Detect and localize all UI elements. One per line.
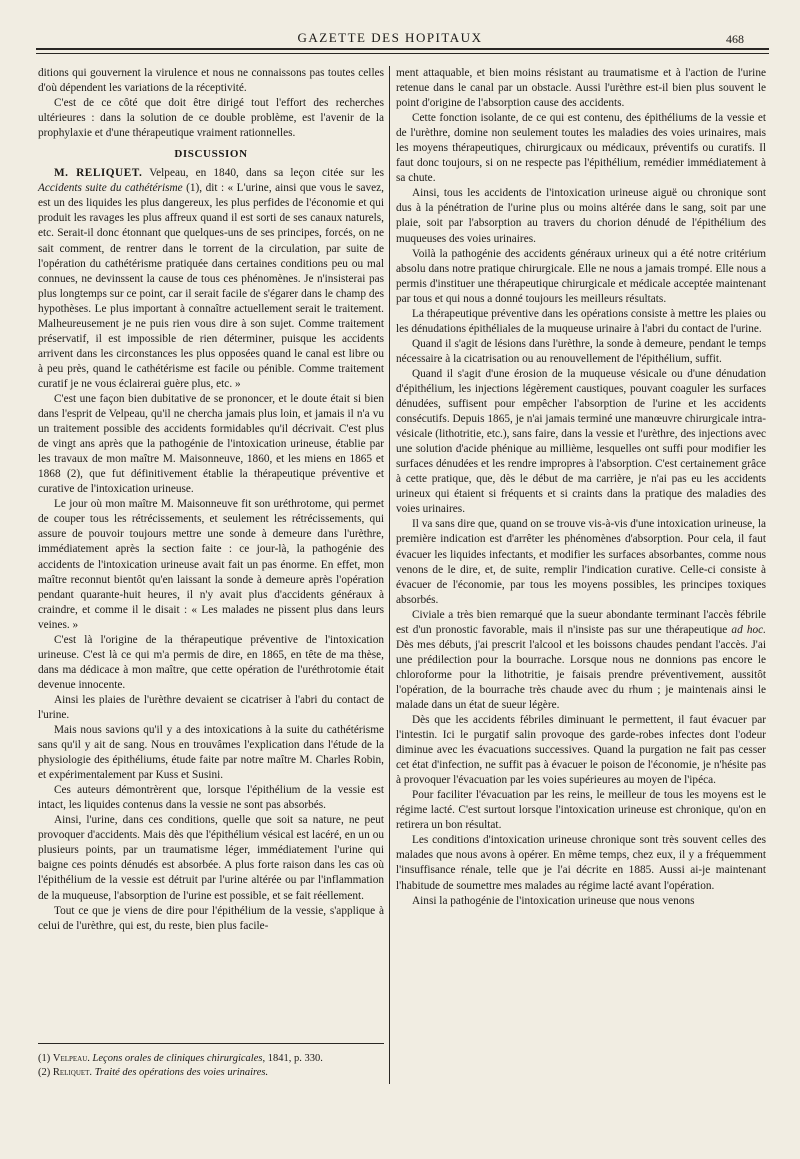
footnote-rule [38,1043,384,1044]
text-run: Civiale a très bien remarqué que la sueur abondante terminant l'accès fébrile est d'un pronostic favorable, mais il n'insiste pas sur une thérapeutique [396,608,766,636]
paragraph: Ainsi la pathogénie de l'intoxication urineuse que nous venons [412,894,695,907]
paragraph: Cette fonction isolante, de ce qui est contenu, des épithéliums de la vessie et de l'urèthre, domine non seulement toutes les maladies des voies urinaires, mais les moyens thérapeutiques, chirurgicaux ou médicaux, préventifs ou curatifs. Il faut donc toujours, si on ne respecte pas l'épithélium, remédier immédiatement à sa chute. [396,112,766,185]
footnote-author: Reliquet. [52,1066,93,1078]
paragraph: C'est là l'origine de la thérapeutique préventive de l'intoxication urineuse. C'est là ce qui m'a permis de dire, en 1865, en tête de ma thèse, dans ma dédicace à mon maître, que cette opération de l'uréthrotomie était devenue innocente. [38,633,384,691]
paragraph: Il va sans dire que, quand on se trouve vis-à-vis d'une intoxication urineuse, la première indication est d'arrêter les phénomènes d'absorption. Pour cela, il faut évacuer les liquides infectants, et modifier les surfaces absorbantes, comme nous venons de le dire, et, de suite, remplir l'indication curative. Celle-ci consiste à évacuer de l'économie, par tous les moyens possibles, les principes toxiques absorbés. [396,518,766,606]
paragraph: Ces auteurs démontrèrent que, lorsque l'épithélium de la vessie est intact, les liquides contenus dans la vessie ne sont pas absorbés. [38,784,384,812]
paragraph: Tout ce que je viens de dire pour l'épithélium de la vessie, s'applique à celui de l'urèthre, qui est, du reste, bien plus facile- [38,904,384,932]
paragraph: Pour faciliter l'évacuation par les reins, le meilleur de tous les moyens est le régime lacté. C'est surtout lorsque l'intoxication urineuse est chronique, qu'on en retirera un bon résultat. [396,789,766,832]
paragraph: Ainsi, tous les accidents de l'intoxication urineuse aiguë ou chronique sont dus à la pénétration de l'urine plus ou moins altérée dans le sang, soit par une plaie, soit par l'absorption au travers du chorion dénudé de l'épithélium des muqueuses des voies urinaires. [396,187,766,245]
paragraph: Le jour où mon maître M. Maisonneuve fit son uréthrotome, qui permet de couper tous les rétrécissements, et seulement les rétrécissements, qui assure de pouvoir toujours mettre une sonde à demeure dans l'urèthre, immédiatement après la section faite : ce jour-là, la pathogénie des accidents de l'intoxication urineuse avait fait un pas énorme. En effet, mon maître reconnut bientôt qu'en laissant la sonde à demeure après l'opération pendant quarante-huit heures, il n'y avait plus d'accidents généraux à craindre, et comme il le disait : « Les malades ne pissent plus dans leurs veines. » [38,498,384,631]
footnote-title: Leçons orales de cliniques chirurgicales [92,1053,263,1064]
text-run: Dès mes débuts, j'ai prescrit l'alcool et les boissons chaudes pendant l'accès. J'ai une prédilection pour la bourrache. Lorsque nous ne donnions pas encore le chloroforme pour la lithotritie, je faisais prendre préventivement, aussitôt l'opération, de la bourrache très chaude avec du rhum ; je maintenais ainsi le malade dans un état de sueur légère. [396,638,766,711]
speaker-name: M. RELIQUET. [54,167,143,180]
right-column [396,66,766,909]
left-column [38,66,384,934]
footnote-author: Velpeau. [52,1053,90,1064]
paragraph: C'est une façon bien dubitative de se prononcer, et le doute était si bien dans l'esprit de Velpeau, qu'il ne chercha jamais plus loin, et jamais il n'a vu un traitement possible des accidents formidables qu'il décrivait. C'est plus de vingt ans après que la pathogénie de l'intoxication urineuse, établie par les travaux de mon maître M. Maisonneuve, 1860, et les miens en 1865 et 1868 (2), que fut définitivement établie la thérapeutique préventive et curative de l'intoxication urineuse. [38,392,384,496]
paragraph: Quand il s'agit d'une érosion de la muqueuse vésicale ou d'une dénudation d'épithélium, les injections légèrement caustiques, pouvant coaguler les surfaces dénudées, suffisent pour empêcher l'absorption de l'urine et les accidents consécutifs. Depuis 1865, je n'ai jamais terminé une manœuvre chirurgicale intra-vésicale (lithotritie, etc.), sans faire, dans la vessie et l'urèthre, des injections avec une solution d'acide phénique au millième, lesquelles ont suffi pour modifier les surfaces dénudées et les rendre impropres à l'absorption. C'est certainement grâce à cette pratique, que, dès le début de ma carrière, je n'ai pas eu les accidents urineux qui étaient si fréquents et si craints dans la pratique des maladies des voies urinaires. [396,367,766,516]
header-rule-thin [36,53,769,54]
latin-phrase: ad hoc. [731,623,766,636]
footnote-number: (2) [38,1066,51,1078]
paragraph: C'est de ce côté que doit être dirigé tout l'effort des recherches ultérieures : dans la solution de ce double problème, est l'avenir de la prophylaxie et d'une thérapeutique vraiment rationnelles. [38,97,384,140]
section-heading: DISCUSSION [174,148,248,161]
footnote-number: (1) [38,1053,51,1064]
paragraph [38,166,384,392]
page-number: 468 [726,32,744,46]
paragraph: Ainsi les plaies de l'urèthre devaient se cicatriser à l'abri du contact de l'urine. [38,693,384,721]
paragraph: Voilà la pathogénie des accidents généraux urineux qui a été notre critérium absolu dans notre pratique chirurgicale. Elle ne nous a jamais trompé. Elle nous a permis d'instituer une thérapeutique chirurgicale et médicale acceptée maintenant par tous et qui nous a donné toujours les meilleurs résultats. [396,247,766,305]
footnote-text: , 1841, p. 330. [262,1053,323,1064]
page-header-title: GAZETTE DES HOPITAUX [297,30,483,45]
column-divider [389,66,390,1084]
footnotes [38,1052,384,1079]
paragraph: Mais nous savions qu'il y a des intoxications à la suite du cathétérisme sans qu'il y ait de sang. Nous en trouvâmes l'explication dans l'étude de la physiologie des épithéliums, étude faite par notre maître M. Charles Robin, et expérimentalement par Kuss et Susini. [38,724,384,782]
paragraph: Dès que les accidents fébriles diminuant le permettent, il faut évacuer par l'intestin. Ici le purgatif salin provoque des garde-robes infectes dont l'odeur diminue avec les évacuations successives. Quand la purgation ne fait pas cesser cet état d'infection, ne suffit pas à évacuer le poison de l'économie, je n'hésite pas à provoquer l'évacuation par les voies supérieures au moyen de l'ipéca. [396,714,766,787]
paragraph: Ainsi, l'urine, dans ces conditions, quelle que soit sa nature, ne peut provoquer d'accidents. Mais dès que l'épithélium vésical est lacéré, en un ou plusieurs points, par un traumatisme léger, immédiatement l'urine qui baigne ces points dénudés est absorbée. A plus forte raison dans les cas où l'épithélium de la vessie est détruit par l'urine altérée ou par l'inflammation de la muqueuse, l'absorption de l'urine est possible, et se fait réellement. [38,814,384,902]
paragraph [396,608,766,713]
cited-title: Accidents suite du cathétérisme [38,182,183,195]
footnote-title: Traité des opérations des voies urinaires. [94,1066,269,1078]
text-run: Velpeau, en 1840, dans sa leçon citée sur les [142,167,385,180]
header-rule-thick [36,48,769,50]
footnote [38,1052,384,1066]
text-run: (1), dit : « L'urine, ainsi que vous le savez, est un des liquides les plus dangereux, les plus perfides de l'économie et qui produit les ravages les plus affreux quand il est sorti de ses canaux naturels, etc. Serait-il donc étonnant que quelques-uns de ses principes, forcés, on ne sait comment, de rentrer dans le torrent de la circulation, par suite de l'opération du cathétérisme pratiquée dans certaines conditions peu ou mal connues, ne devinssent la cause de tous ces phénomènes. Je n'insisterai pas plus longtemps sur ce point, car il serait facile de s'égarer dans le champ des hypothèses. Le plus important à connaître actuellement serait le traitement. Malheureusement je ne puis rien vous dire à son sujet. Comme traitement préservatif, il est impossible de rien déterminer, puisque les accidents arrivent dans les circonstances les plus opposées quand le canal est libre ou à peu près, quand le cathétérisme est facile ou pénible. Comme traitement curatif je ne vous éclairerai guère plus, etc. » [38,182,384,390]
paragraph: ditions qui gouvernent la virulence et nous ne connaissons pas toutes celles d'où dépendent les variations de la réceptivité. [38,67,384,95]
paragraph: Les conditions d'intoxication urineuse chronique sont très souvent celles des malades que nous avons à opérer. En même temps, chez eux, il y a fréquemment l'insuffisance rénale, telle que je l'ai décrite en 1885. Aussi ai-je maintenant l'habitude de soumettre mes malades au régime lacté avant l'opération. [396,834,766,892]
paragraph: ment attaquable, et bien moins résistant au traumatisme et à l'action de l'urine retenue dans le canal par un obstacle. Aussi l'urèthre est-il bien plus souvent le point d'origine de l'absorption cause des accidents. [396,67,766,110]
paragraph: La thérapeutique préventive dans les opérations consiste à mettre les plaies ou les dénudations épithéliales de la muqueuse urinaire à l'abri du contact de l'urine. [396,307,766,335]
paragraph: Quand il s'agit de lésions dans l'urèthre, la sonde à demeure, pendant le temps nécessaire à la cicatrisation ou au renouvellement de l'épithélium, suffit. [396,337,766,365]
footnote [38,1066,384,1080]
